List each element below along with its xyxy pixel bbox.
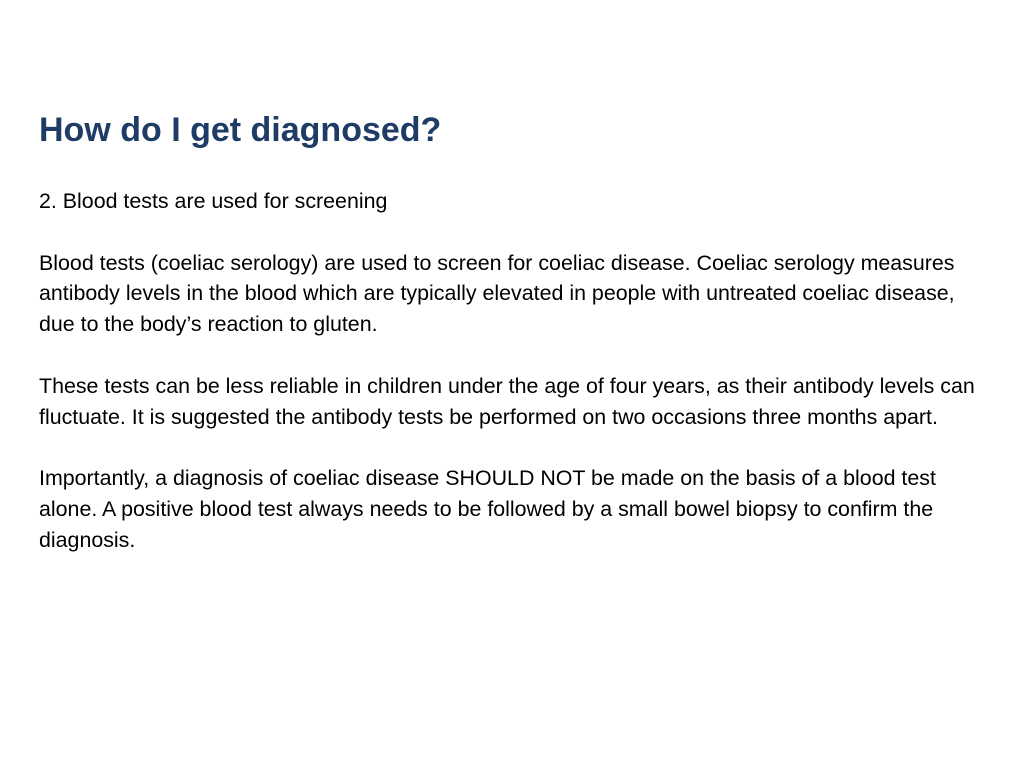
paragraph-biopsy: Importantly, a diagnosis of coeliac disease SHOULD NOT be made on the basis of a blood test alone. A positive blood test always needs to be followed by a small bowel biopsy to confirm the diagnosis. <box>39 466 936 552</box>
slide-title: How do I get diagnosed? <box>39 111 442 149</box>
paragraph-children: These tests can be less reliable in children under the age of four years, as their antibody levels can fluctuate. It is suggested the antibody tests be performed on two occasions three months apart. <box>39 373 975 429</box>
slide-body <box>39 186 984 586</box>
paragraph-serology: Blood tests (coeliac serology) are used to screen for coeliac disease. Coeliac serology measures antibody levels in the blood which are typically elevated in people with untreated coeliac disease, due to the body’s reaction to gluten. <box>39 250 955 337</box>
subheading: 2. Blood tests are used for screening <box>39 189 388 213</box>
